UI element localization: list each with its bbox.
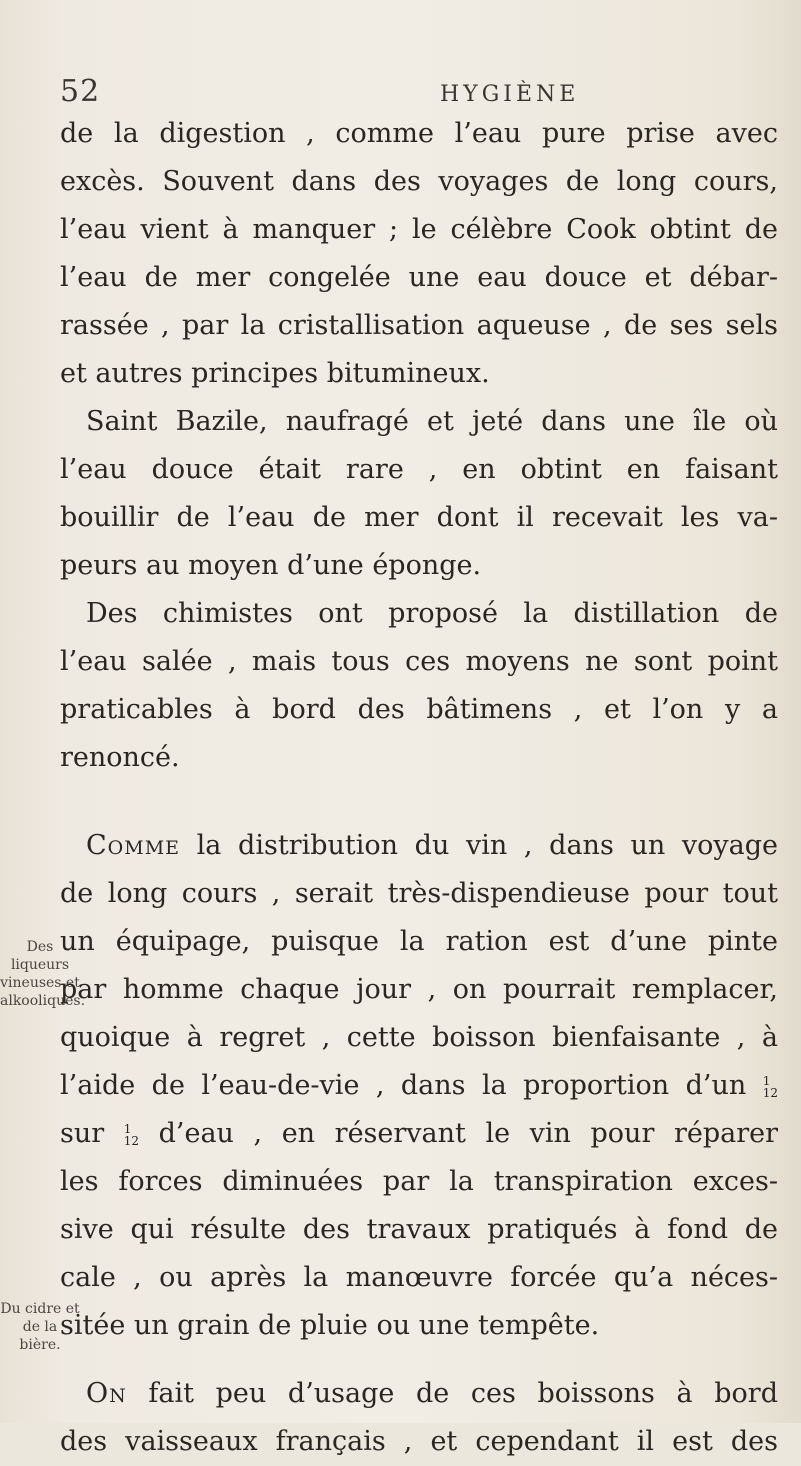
text-line: cale , ou après la manœuvre forcée qu’a néces- [60, 1262, 778, 1293]
body-text [60, 110, 778, 1466]
text-line: On fait peu d’usage de ces boissons à bord [86, 1378, 778, 1409]
text-line: excès. Souvent dans des voyages de long cours, [60, 166, 778, 197]
text-line: peurs au moyen d’une éponge. [60, 550, 482, 581]
page-header [60, 74, 741, 114]
text-line: et autres principes bitumineux. [60, 358, 490, 389]
text-line: Des chimistes ont proposé la distillation de [86, 598, 778, 629]
fraction: 1 12 [762, 1073, 778, 1100]
running-head: HYGIÈNE [440, 82, 580, 107]
text-line: Saint Bazile, naufragé et jeté dans une île où [86, 406, 778, 437]
text-line: l’eau salée , mais tous ces moyens ne sont point [60, 646, 778, 677]
text-line: sitée un grain de pluie ou une tempête. [60, 1310, 600, 1341]
text-line: un équipage, puisque la ration est d’une pinte [60, 926, 778, 957]
text-line: rassée , par la cristallisation aqueuse , de ses sels [60, 310, 778, 341]
text-line: quoique à regret , cette boisson bienfaisante , à [60, 1022, 778, 1053]
text-line: bouillir de l’eau de mer dont il recevait les va- [60, 502, 778, 533]
margin-note-liqueurs: Des liqueurs vineuses et alkooliques. [0, 939, 86, 1009]
page-number: 52 [60, 74, 101, 109]
text-line: l’eau de mer congelée une eau douce et débar- [60, 262, 778, 293]
text-line: des vaisseaux français , et cependant il est des [60, 1426, 778, 1457]
text-line: l’aide de l’eau-de-vie , dans la proportion d’un 1 12 [60, 1070, 778, 1101]
text-line: l’eau douce était rare , en obtint en faisant [60, 454, 778, 485]
paragraph-lead: On [86, 1378, 127, 1409]
text-line: sive qui résulte des travaux pratiqués à fond de [60, 1214, 778, 1245]
margin-note-cidre: Du cidre et de la bière. [0, 1301, 80, 1353]
text-line: renoncé. [60, 742, 180, 773]
text-line: de la digestion , comme l’eau pure prise avec [60, 118, 778, 149]
fraction: 1 12 [123, 1121, 140, 1148]
text-line: l’eau vient à manquer ; le célèbre Cook obtint de [60, 214, 778, 245]
text-line: praticables à bord des bâtimens , et l’on y a [60, 694, 778, 725]
paragraph-lead: Comme [86, 830, 181, 861]
text-line: sur 1 12 d’eau , en réservant le vin pour réparer [60, 1118, 778, 1149]
text-line: de long cours , serait très-dispendieuse pour tout [60, 878, 778, 909]
text-line: Comme la distribution du vin , dans un voyage [86, 830, 778, 861]
text-line: les forces diminuées par la transpiration exces- [60, 1166, 778, 1197]
text-line: par homme chaque jour , on pourrait remplacer, [60, 974, 778, 1005]
